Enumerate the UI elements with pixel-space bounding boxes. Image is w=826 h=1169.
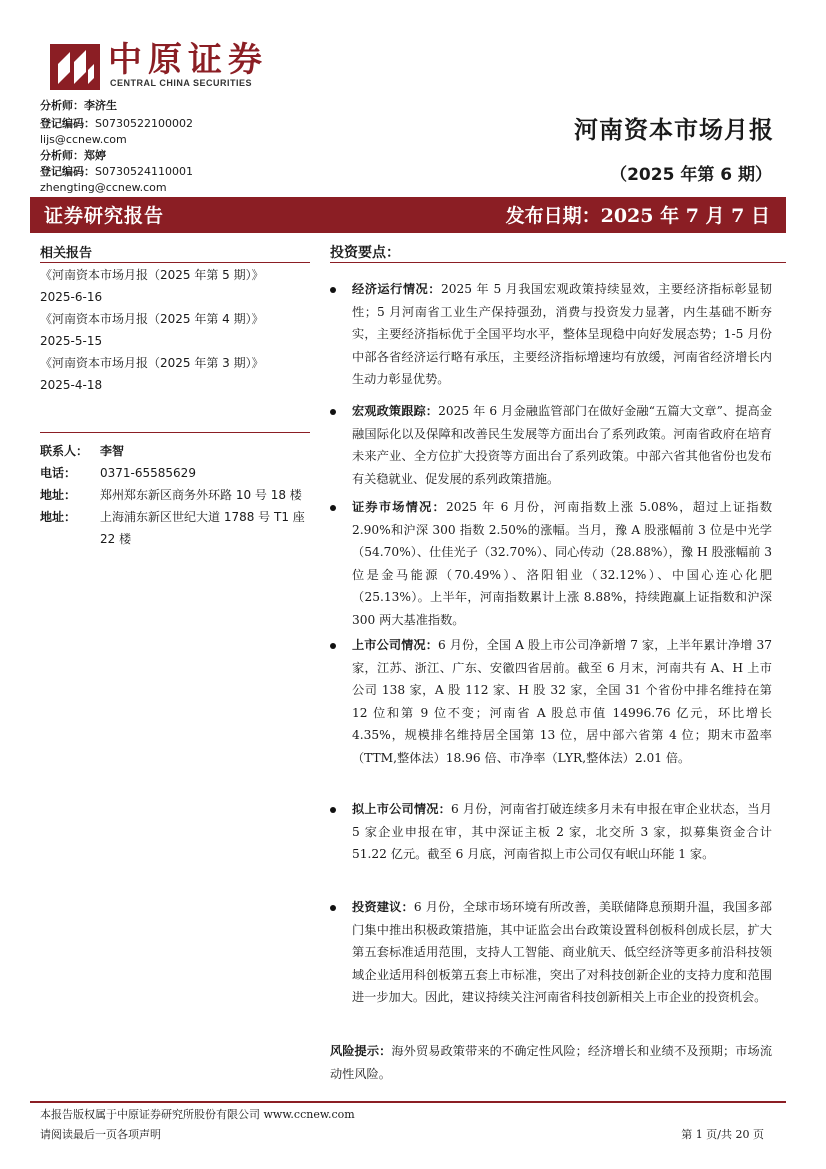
analyst-line: 登记编码：S0730524110001 [40,165,193,178]
related-report-date: 2025-6-16 [40,290,103,304]
related-report-link[interactable]: 《河南资本市场月报（2025 年第 5 期）》 [40,268,264,282]
related-report-date: 2025-4-18 [40,378,103,392]
analyst-email[interactable]: zhengting@ccnew.com [40,181,167,194]
analyst-line: 分析师：郑婷 [40,149,106,162]
bullet-dot-icon [330,409,336,415]
bullet-listed-companies: 上市公司情况：6 月份，全国 A 股上市公司净新增 7 家，上半年累计净增 37 家，江苏、浙江、广东、安徽四省居前。截至 6 月末，河南共有 A、H 上市公司 138 家，A 股 112 家、H 股 32 家，全国 31 个省份中排名维持在第 12 位和第 9 位不变；河南省 A 股总市值 14996.76 亿元，环比增长 4.35%，规模排名维持居全国第 13 位，居中部六省第 4 位；期末市盈率（TTM,整体法）18.96 倍、市净率（LYR,整体法）2.01 倍。 [330,634,772,769]
bullet-market: 证券市场情况：2025 年 6 月份，河南指数上涨 5.08%，超过上证指数 2.90%和沪深 300 指数 2.50%的涨幅。当月，豫 A 股涨幅前 3 位是中光学（54.70%）、仕佳光子（32.70%）、同心传动（28.88%），豫 H 股涨幅前 3 位是金马能源（70.49%）、洛阳钼业（32.12%）、中国心连心化肥（25.13%）。上半年，河南指数累计上涨 8.88%，持续跑赢上证指数和沪深 300 两大基准指数。 [330,496,772,631]
footer-copyright: 本报告版权属于中原证券研究所股份有限公司 www.ccnew.com [40,1108,355,1121]
footer-disclaimer: 请阅读最后一页各项声明 [40,1128,161,1141]
bullet-dot-icon [330,505,336,511]
logo-english-name: CENTRAL CHINA SECURITIES [110,78,253,88]
bullet-dot-icon [330,287,336,293]
bullet-dot-icon [330,643,336,649]
analyst-line: 登记编码：S0730522100002 [40,117,193,130]
company-logo-icon [50,44,100,90]
report-title: 河南资本市场月报 [574,116,774,144]
related-report-link[interactable]: 《河南资本市场月报（2025 年第 4 期）》 [40,312,264,326]
bullet-investment-advice: 投资建议：6 月份，全球市场环境有所改善，美联储降息预期升温，我国多部门集中推出积极政策措施，其中证监会出台政策设置科创板科创成长层，扩大第五套标准适用范围，支持人工智能、商业航天、低空经济等更多前沿科技领域企业适用科创板第五套上市标准，突出了对科技创新企业的支持力度和范围进一步加大。因此，建议持续关注河南省科技创新相关上市企业的投资机会。 [330,896,772,1009]
report-issue: （2025 年第 6 期） [610,165,772,185]
contact-person: 联系人： 李智 [40,444,125,458]
bullet-economy: 经济运行情况：2025 年 5 月我国宏观政策持续显效，主要经济指标彰显韧性；5 月河南省工业生产保持强劲，消费与投资发力显著，内生基础不断夯实，主要经济指标优于全国平均水平，整体呈现稳中向好发展态势；1-5 月份中部各省经济运行略有承压，主要经济指标增速均有放缓，河南省经济增长内生动力彰显优势。 [330,278,772,391]
bullet-dot-icon [330,905,336,911]
page-number: 第 1 页/共 20 页 [681,1128,764,1141]
publish-date: 发布日期：2025 年 7 月 7 日 [505,205,770,227]
bullet-policy: 宏观政策跟踪：2025 年 6 月金融监管部门在做好金融“五篇大文章”、提高金融国际化以及保障和改善民生发展等方面出台了系列政策。河南省政府在培育未来产业、全方位扩大投资等方面出台了系列政策。中部六省其他省份也发布有关稳就业、促发展的系列政策措施。 [330,400,772,490]
analyst-email[interactable]: lijs@ccnew.com [40,133,127,146]
divider [330,262,786,263]
divider [40,432,310,433]
contact-block [40,440,320,550]
risk-warning: 风险提示：海外贸易政策带来的不确定性风险；经济增长和业绩不及预期；市场流动性风险。 [330,1044,773,1081]
contact-phone: 电话： 0371-65585629 [40,466,196,480]
bullet-dot-icon [330,807,336,813]
key-points-heading: 投资要点： [330,245,400,261]
analyst-line: 分析师：李济生 [40,99,117,112]
related-report-date: 2025-5-15 [40,334,103,348]
contact-address: 地址： 上海浦东新区世纪大道 1788 号 T1 座 22 楼 [40,510,305,546]
report-type: 证券研究报告 [44,205,165,227]
related-reports-heading: 相关报告 [40,246,93,261]
logo-chinese-name: 中原证券 [108,40,268,80]
related-report-link[interactable]: 《河南资本市场月报（2025 年第 3 期）》 [40,356,264,370]
footer-divider [30,1101,786,1103]
contact-address: 地址： 郑州郑东新区商务外环路 10 号 18 楼 [40,488,302,502]
divider [40,262,310,263]
bullet-ipo-pipeline: 拟上市公司情况：6 月份，河南省打破连续多月未有申报在审企业状态，当月 5 家企业申报在审，其中深证主板 2 家，北交所 3 家，拟募集资金合计 51.22 亿元。截至 6 月底，河南省拟上市公司仅有岷山环能 1 家。 [330,798,772,866]
